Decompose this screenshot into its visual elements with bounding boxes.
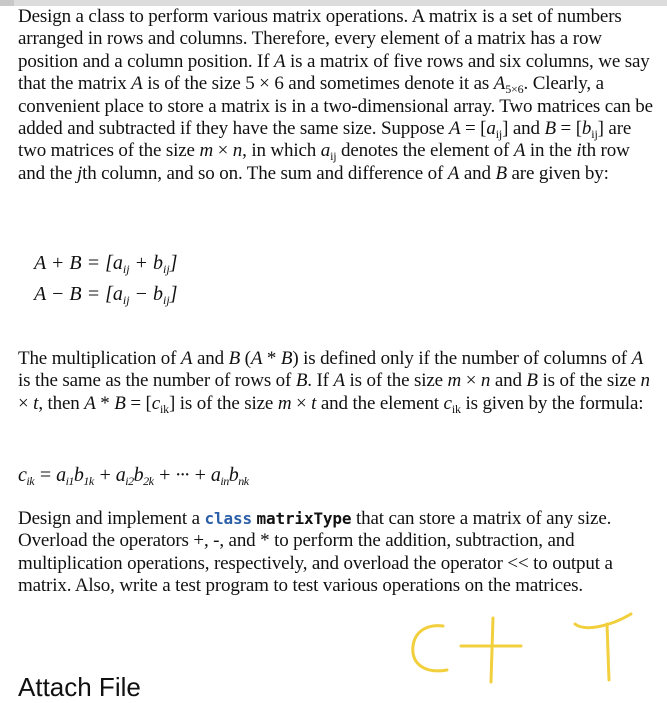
code-keyword: class [204, 509, 252, 528]
handwritten-cpp-annotation [403, 604, 653, 689]
multiplication-formula: $c_{ik} = a_{i1}b_{1k} + a_{i2}b_{2k}$ + ··· + $a_{in}b_{nk}$ [18, 464, 249, 488]
paragraph-2: The multiplication of A and B (A * B) is defined only if the number of columns of A is the same as the number of rows of B. If A is of the size m × n and B is of the size n × t, then $A * B = [c_{ik}]$ is of the size m × t and the element $c_{ik}$ is given by the formula: [18, 348, 650, 416]
code-class-name: matrixType [256, 509, 352, 528]
paragraph-1: Design a class to perform various matrix operations. A matrix is a set of numbers arranged in rows and columns. Therefore, every element of a matrix has a row position and a column position. If A is a matrix of five rows and six columns, we say that the matrix A is of the size 5 × 6 and sometimes denote it as $A_{5\times 6}$. Clearly, a convenient place to store a matrix is in a two-dimensional array. Two matrices can be added and subtracted if they have the same size. Suppose $A = [a_{ij}]$ and $B = [b_{ij}]$ are two matrices of the size m × n, in which $a_{ij}$ denotes the element of A in the ith row and the jth column, and so on. The sum and difference of A and B are given by: [18, 6, 653, 184]
plus1-vertical [491, 618, 493, 682]
plus2-horizontal [575, 614, 631, 628]
paragraph-3 [18, 508, 658, 598]
equation-difference: $A - B = [a_{ij} - b_{ij}]$ [34, 283, 178, 307]
top-divider-left [0, 0, 14, 6]
attach-file-button[interactable]: Attach File [18, 672, 141, 702]
p3-before: Design and implement a [18, 508, 200, 529]
plus2-vertical [607, 624, 609, 680]
equation-sum: $A + B = [a_{ij} + b_{ij}]$ [34, 252, 178, 276]
p3-after: that can store a matrix of any size. Overload the operators +, -, and * to perform the addition, subtraction, and multiplication operations, respectively, and overload the operator << to output a matrix. Also, write a test program to test various operations on the matrices. [18, 508, 613, 597]
letter-c [413, 626, 447, 671]
